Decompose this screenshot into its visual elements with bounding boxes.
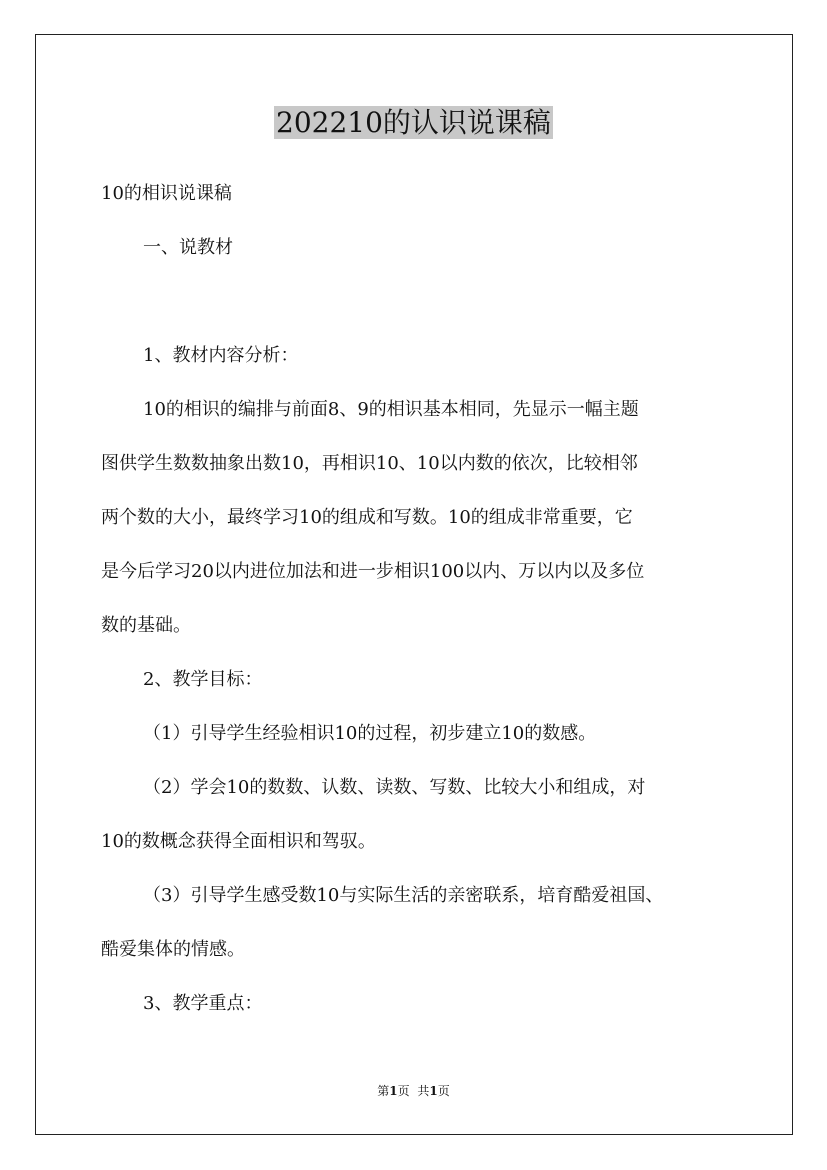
paragraph-line: 一、说教材 xyxy=(143,237,233,258)
page-footer xyxy=(0,1083,827,1099)
page-label-prefix: 第 xyxy=(377,1084,390,1098)
paragraph-line: （1）引导学生经验相识10的过程，初步建立10的数感。 xyxy=(143,723,597,744)
paragraph-line: 10的相识的编排与前面8、9的相识基本相同，先显示一幅主题 xyxy=(143,399,639,420)
document-title-text: 202210的认识说课稿 xyxy=(276,106,551,139)
paragraph-line: 10的相识说课稿 xyxy=(101,183,232,204)
paragraph-line: （2）学会10的数数、认数、读数、写数、比较大小和组成，对 xyxy=(143,777,646,798)
paragraph-line: （3）引导学生感受数10与实际生活的亲密联系，培育酷爱祖国、 xyxy=(143,885,664,906)
total-pages: 1 xyxy=(429,1084,438,1098)
document-title xyxy=(0,103,827,143)
page-label-suffix: 页 xyxy=(397,1084,410,1098)
page-number: 1 xyxy=(389,1084,398,1098)
total-label-prefix: 共 xyxy=(417,1084,430,1098)
paragraph-line: 是今后学习20以内进位加法和进一步相识100以内、万以内以及多位 xyxy=(101,561,645,582)
paragraph-line: 酷爱集体的情感。 xyxy=(101,939,245,960)
paragraph-line: 两个数的大小，最终学习10的组成和写数。10的组成非常重要，它 xyxy=(101,507,633,528)
total-label-suffix: 页 xyxy=(437,1084,450,1098)
paragraph-line: 1、教材内容分析： xyxy=(143,345,299,366)
paragraph-line: 2、教学目标： xyxy=(143,669,263,690)
paragraph-line: 数的基础。 xyxy=(101,615,191,636)
paragraph-line: 10的数概念获得全面相识和驾驭。 xyxy=(101,831,376,852)
paragraph-line: 3、教学重点： xyxy=(143,993,263,1014)
paragraph-line: 图供学生数数抽象出数10，再相识10、10以内数的依次，比较相邻 xyxy=(101,453,638,474)
